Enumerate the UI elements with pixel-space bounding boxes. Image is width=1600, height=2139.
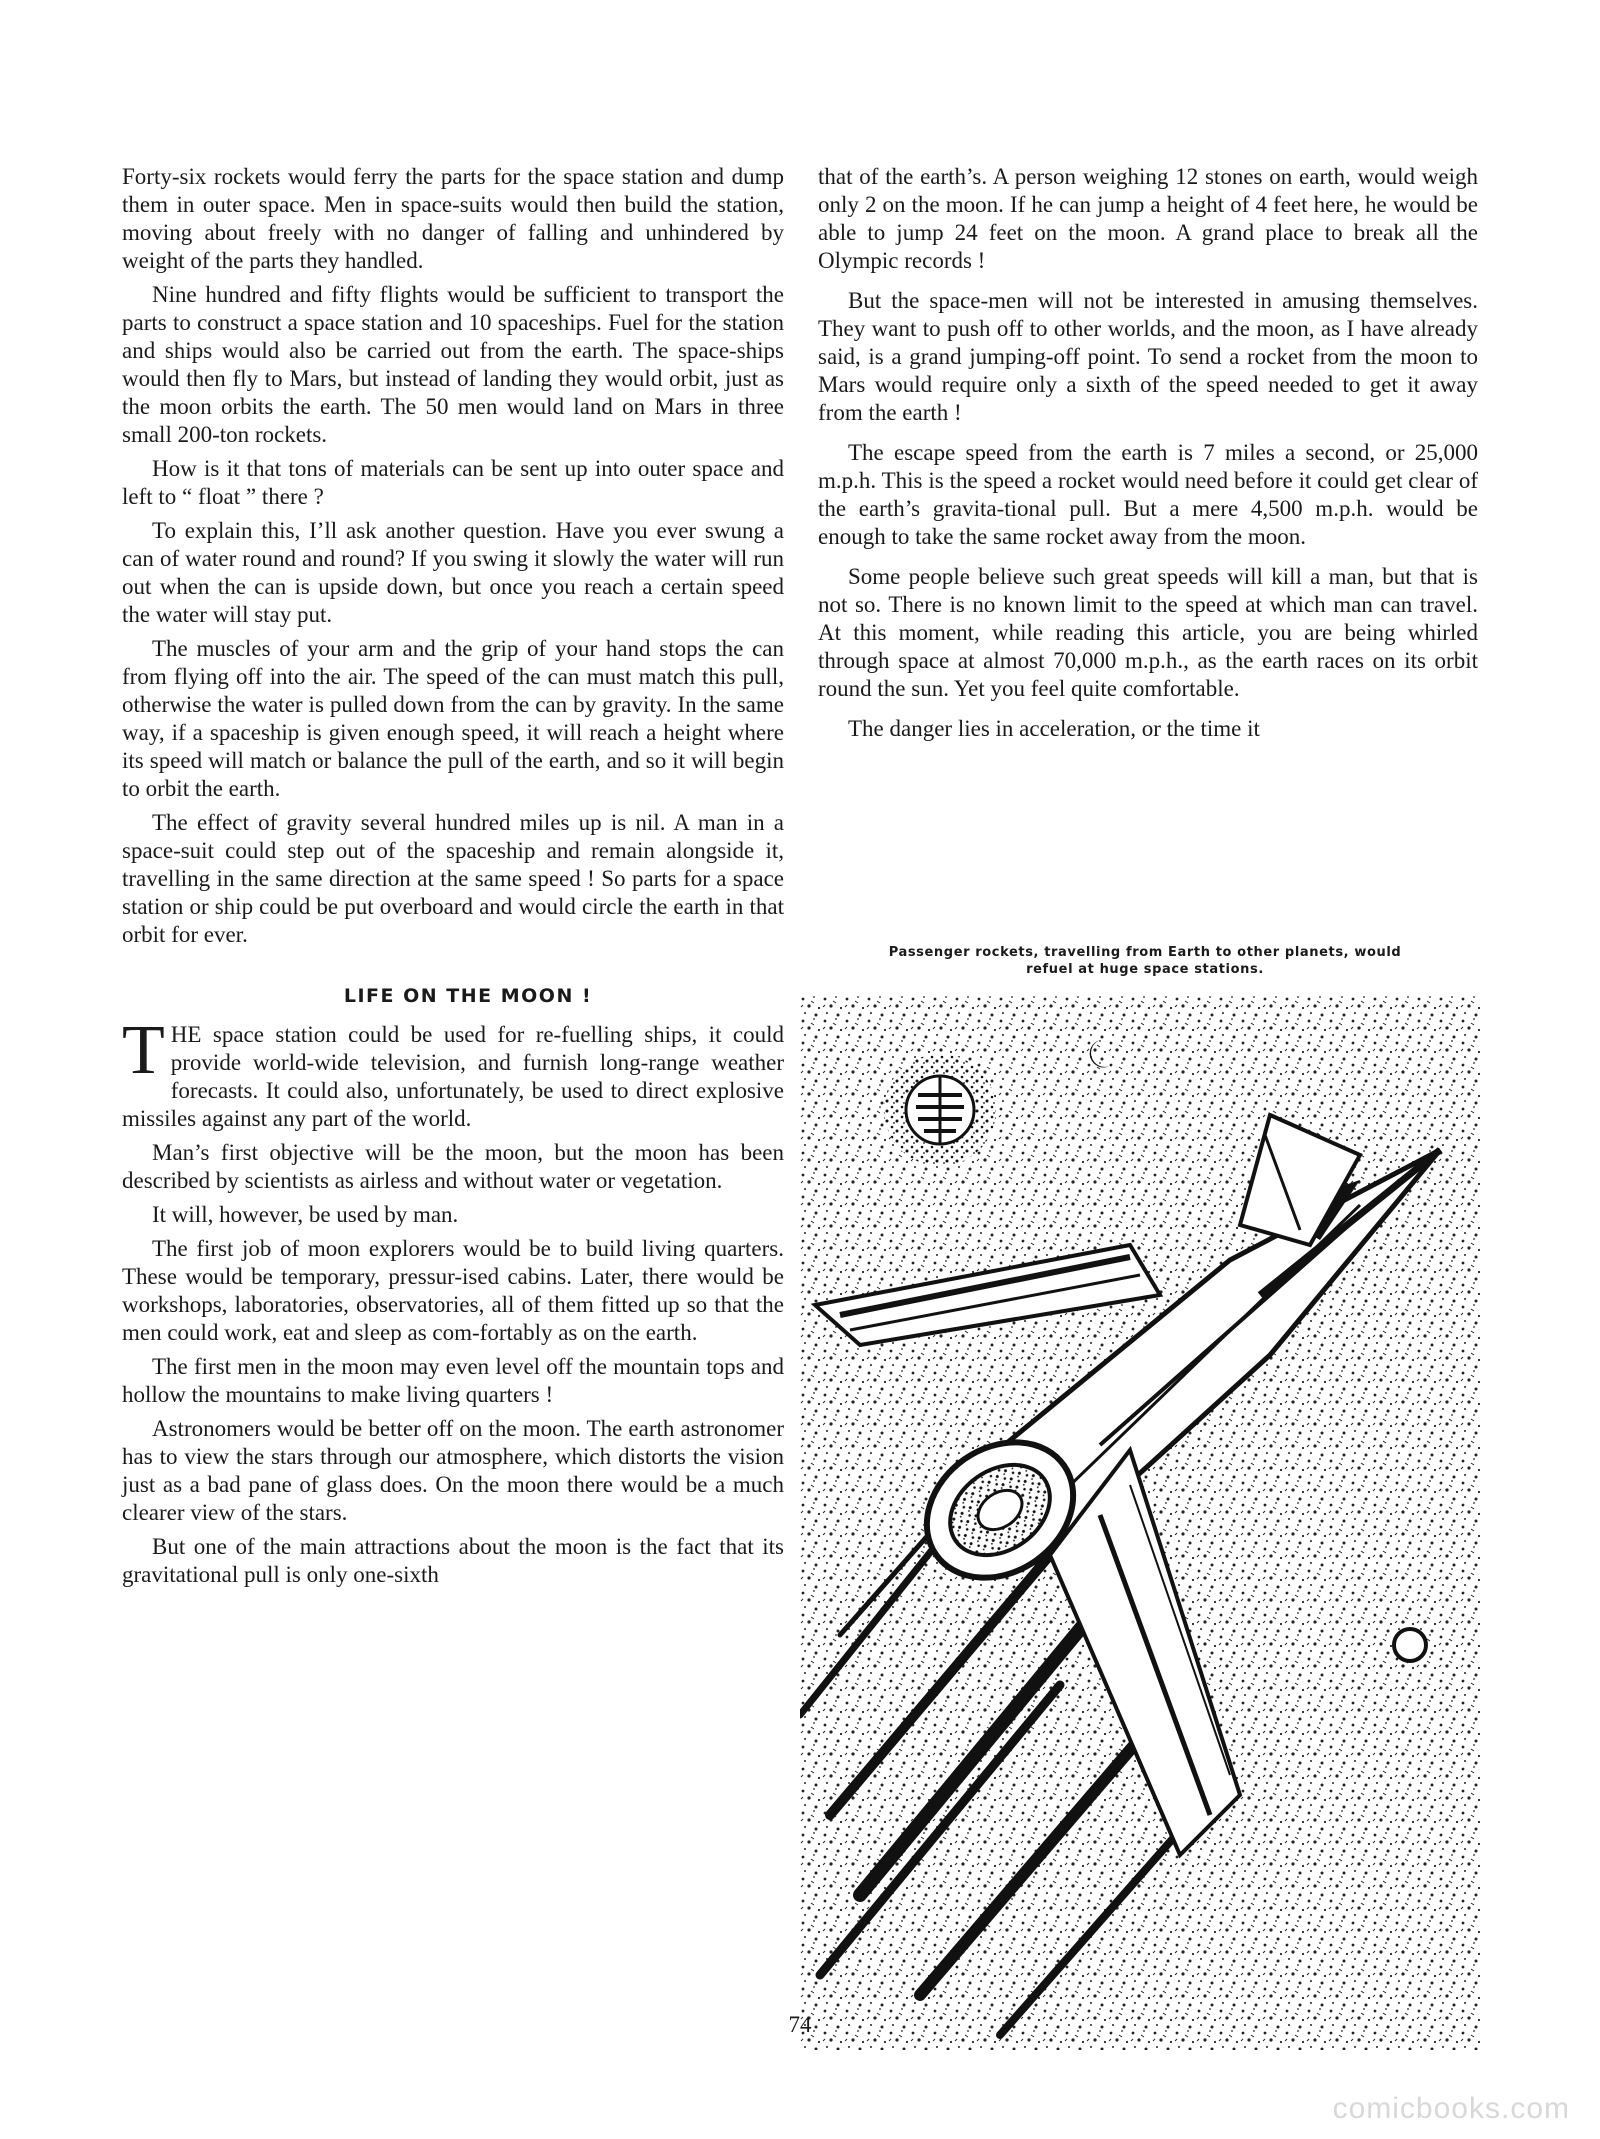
rocket-illustration bbox=[800, 995, 1480, 2050]
illustration-caption bbox=[810, 944, 1480, 978]
paragraph: But the space-men will not be interested in amusing themselves. They want to push off to other worlds, and the moon, as I have already said, is a grand jumping-off point. To send a rocket from the moon to Mars would require only a sixth of the speed needed to get it away from the earth ! bbox=[818, 288, 1478, 425]
caption-line: refuel at huge space stations. bbox=[1026, 962, 1264, 977]
paragraph: The first job of moon explorers would be to build living quarters. These would be temporary, pressur-ised cabins. Later, there would be workshops, laboratories, observatories, all of them fitted up so that the men could work, eat and sleep as com-fortably as on the earth. bbox=[122, 1236, 784, 1345]
paragraph: But one of the main attractions about the moon is the fact that its gravitational pull is only one-sixth bbox=[122, 1534, 784, 1587]
rocket-illustration-svg bbox=[800, 995, 1480, 2050]
right-column bbox=[818, 163, 1478, 749]
paragraph: It will, however, be used by man. bbox=[152, 1202, 459, 1227]
paragraph: The muscles of your arm and the grip of your hand stops the can from flying off into the air. The speed of the can must match this pull, otherwise the water is pulled down from the can by gravity. In the same way, if a spaceship is given enough speed, it will reach a height where its speed will match or balance the pull of the earth, and so it will begin to orbit the earth. bbox=[122, 636, 784, 801]
paragraph: that of the earth’s. A person weighing 12 stones on earth, would weigh only 2 on the moon. If he can jump a height of 4 feet here, he would be able to jump 24 feet on the moon. A grand place to break all the Olympic records ! bbox=[818, 164, 1478, 273]
watermark: comicbooks.com bbox=[1332, 2092, 1570, 2125]
page-number: 74 bbox=[788, 2012, 812, 2037]
dropcap-paragraph bbox=[122, 1012, 784, 1133]
paragraph: To explain this, I’ll ask another question. Have you ever swung a can of water round and round? If you swing it slowly the water will run out when the can is upside down, but once you reach a certain speed the water will stay put. bbox=[122, 518, 784, 627]
distant-object bbox=[1394, 1629, 1426, 1661]
paragraph: The first men in the moon may even level off the mountain tops and hollow the mountains to make living quarters ! bbox=[122, 1354, 784, 1407]
caption-line: Passenger rockets, travelling from Earth to other planets, would bbox=[888, 945, 1402, 960]
paragraph: Nine hundred and fifty flights would be sufficient to transport the parts to construct a space station and 10 spaceships. Fuel for the station and ships would also be carried out from the earth. The space-ships would then fly to Mars, but instead of landing they would orbit, just as the moon orbits the earth. The 50 men would land on Mars in three small 200-ton rockets. bbox=[122, 282, 784, 447]
planet bbox=[884, 1054, 996, 1166]
paragraph: Some people believe such great speeds will kill a man, but that is not so. There is no known limit to the speed at which man can travel. At this moment, while reading this article, you are being whirled through space at almost 70,000 m.p.h., as the earth races on its orbit round the sun. Yet you feel quite comfortable. bbox=[818, 564, 1478, 701]
section-heading: LIFE ON THE MOON ! bbox=[343, 985, 593, 1007]
paragraph: The effect of gravity several hundred miles up is nil. A man in a space-suit could step out of the spaceship and remain alongside it, travelling in the same direction at the same speed ! So parts for a space station or ship could be put overboard and would circle the earth in that orbit for ever. bbox=[122, 810, 784, 947]
paragraph: The escape speed from the earth is 7 miles a second, or 25,000 m.p.h. This is the speed a rocket would need before it could get clear of the earth’s gravita-tional pull. But a mere 4,500 m.p.h. would be enough to take the same rocket away from the moon. bbox=[818, 440, 1478, 549]
paragraph: The danger lies in acceleration, or the time it bbox=[848, 716, 1260, 741]
left-column bbox=[122, 163, 784, 1595]
paragraph: Forty-six rockets would ferry the parts for the space station and dump them in outer space. Men in space-suits would then build the station, moving about freely with no danger of falling and unhindered by weight of the parts they handled. bbox=[122, 164, 784, 273]
paragraph: Astronomers would be better off on the moon. The earth astronomer has to view the stars through our atmosphere, which distorts the vision just as a bad pane of glass does. On the moon there would be a much clearer view of the stars. bbox=[122, 1416, 784, 1525]
dropcap-paragraph-text: HE space station could be used for re-fuelling ships, it could provide world-wide television, and furnish long-range weather forecasts. It could also, unfortunately, be used to direct explosive missiles against any part of the world. bbox=[122, 1022, 784, 1131]
paragraph: Man’s first objective will be the moon, but the moon has been described by scientists as airless and without water or vegetation. bbox=[122, 1140, 784, 1193]
dropcap-letter: T bbox=[122, 1012, 165, 1089]
paragraph: How is it that tons of materials can be sent up into outer space and left to “ float ” there ? bbox=[122, 456, 784, 509]
